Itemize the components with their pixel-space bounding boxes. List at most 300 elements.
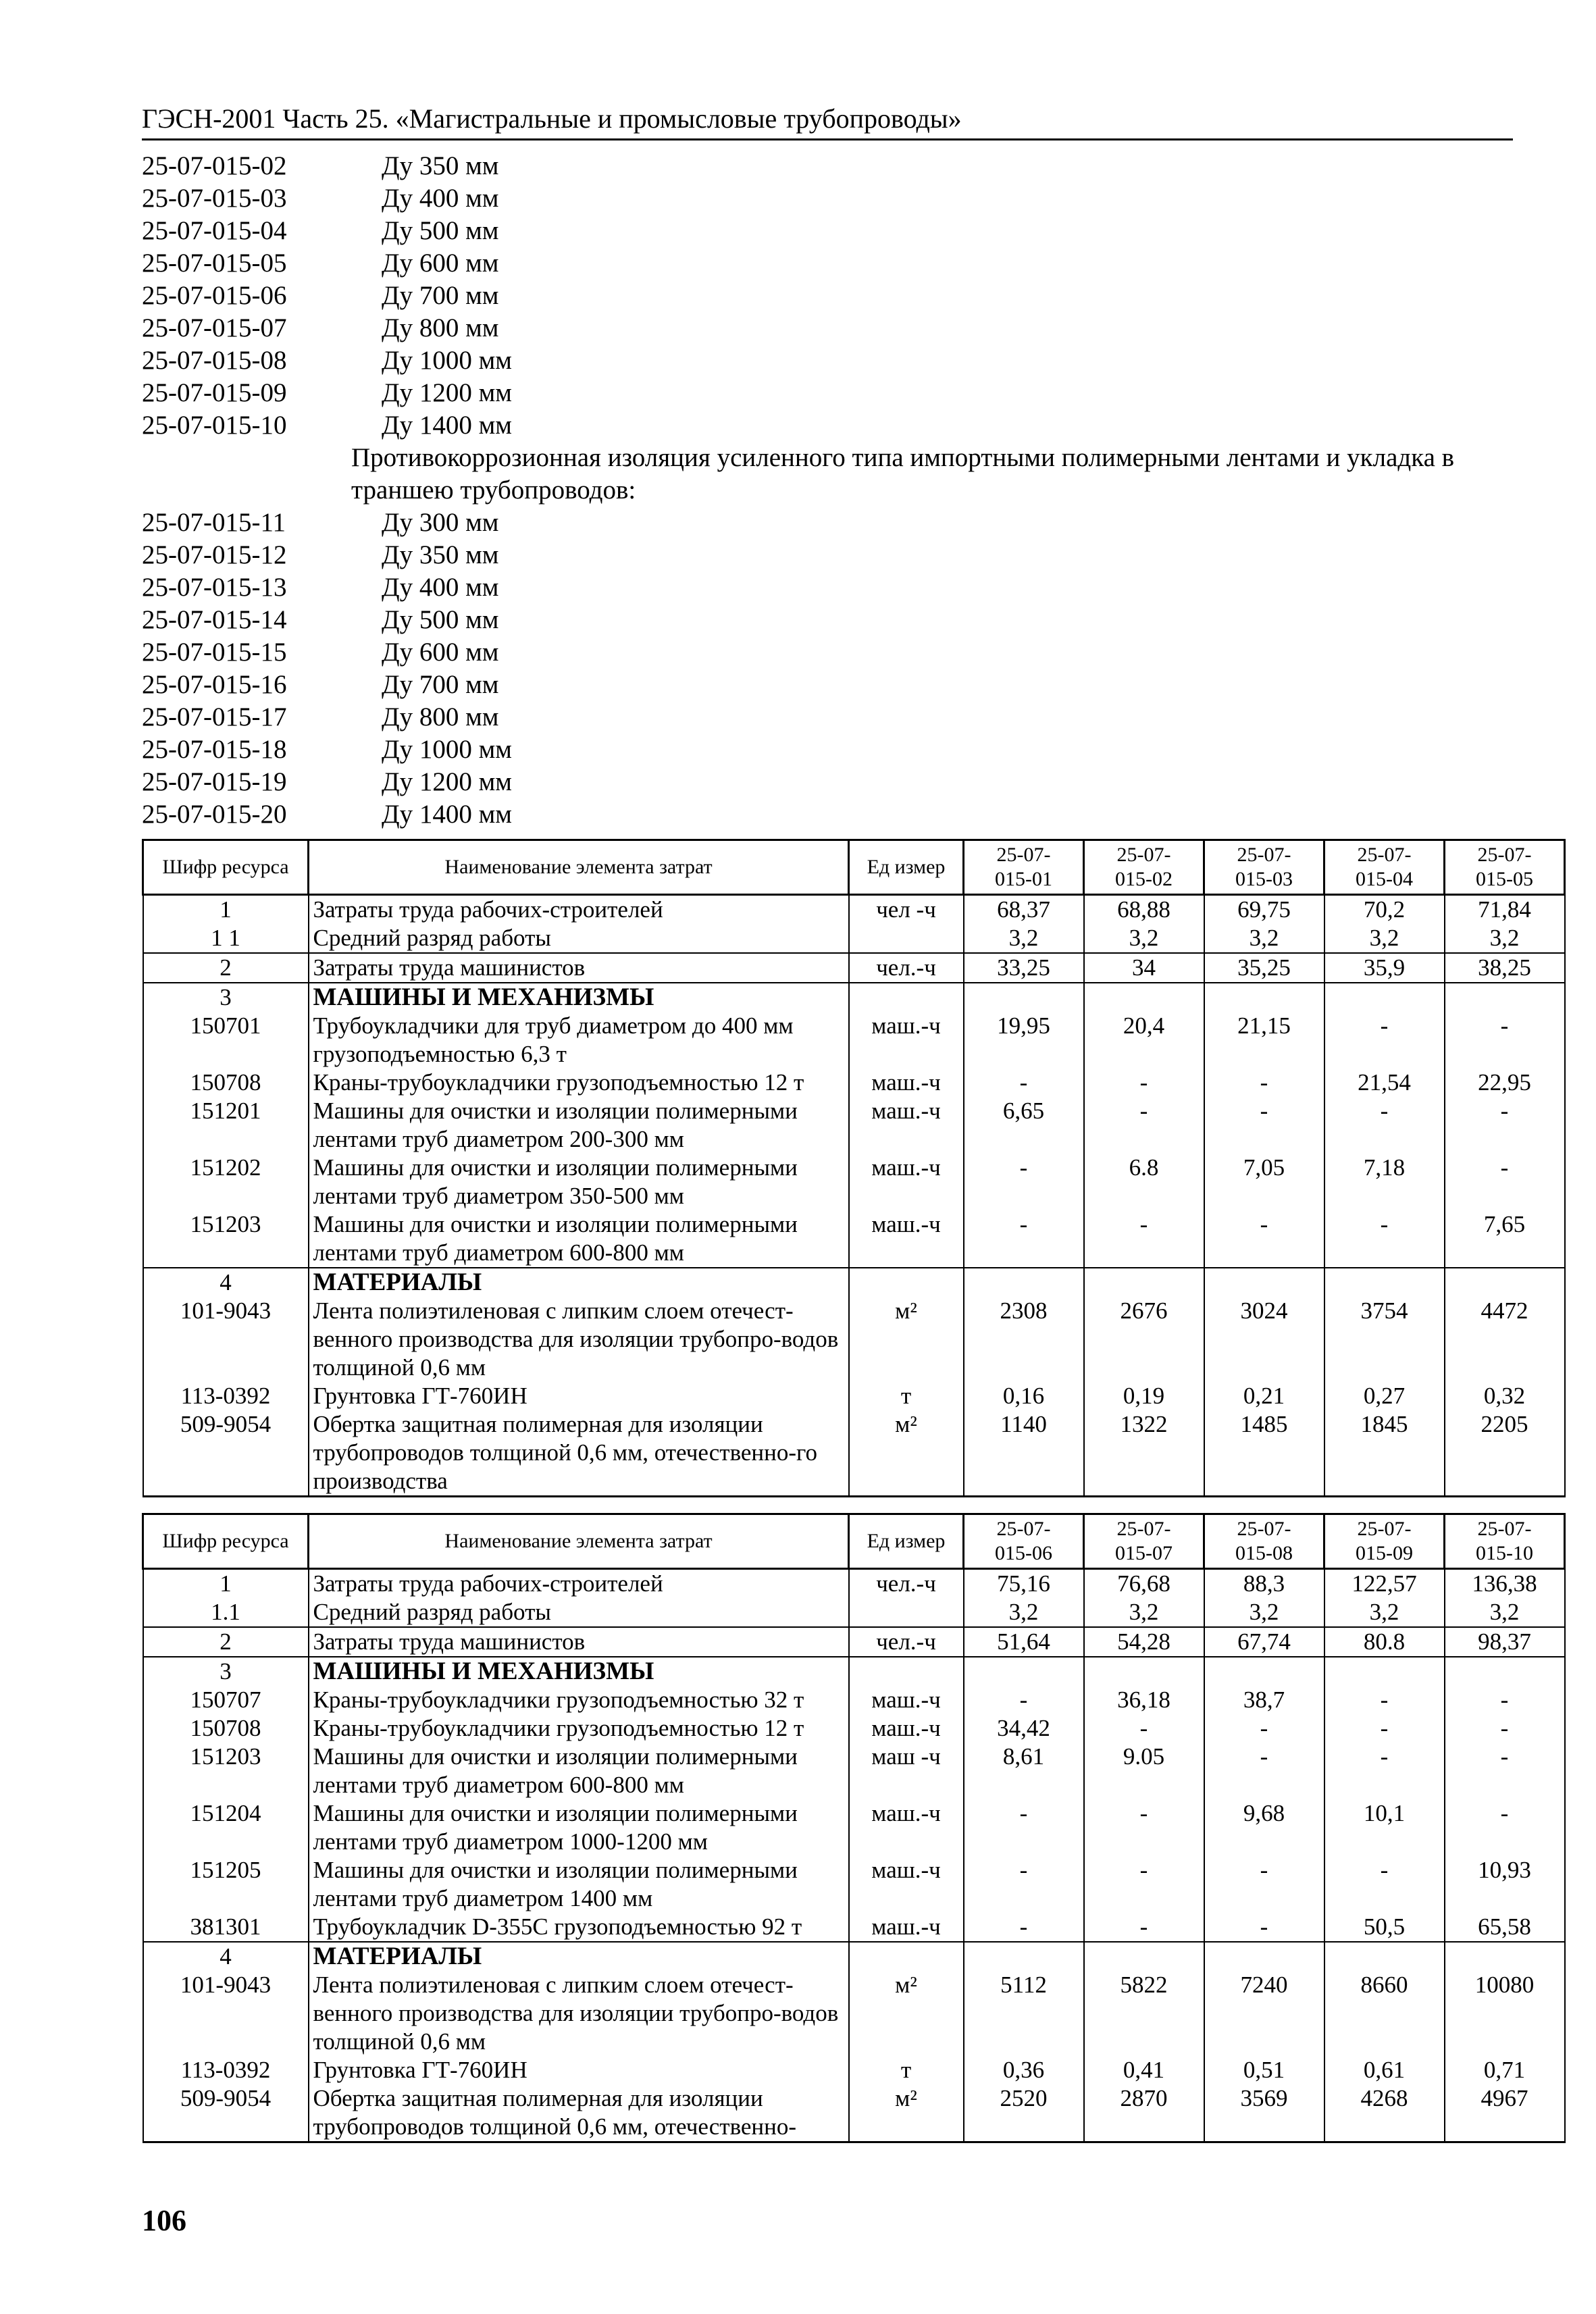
- table-row: [143, 2056, 1565, 2084]
- norm-value: -: [964, 1210, 1084, 1268]
- norm-value: -: [1324, 1714, 1445, 1743]
- code-row: [142, 215, 1560, 247]
- norm-value: -: [964, 1686, 1084, 1714]
- resource-code: 151201: [143, 1097, 309, 1154]
- norm-value: 10,1: [1324, 1799, 1445, 1856]
- table-row: [143, 2084, 1565, 2142]
- norm-code: 25-07-015-09: [142, 378, 287, 407]
- norm-value: 136,38: [1445, 1569, 1565, 1599]
- column-header-norm: 25-07- 015-07: [1084, 1514, 1204, 1569]
- norm-value: 7240: [1204, 1971, 1324, 2056]
- norm-value: -: [964, 1799, 1084, 1856]
- norm-value: 35,25: [1204, 953, 1324, 983]
- resource-code: 150707: [143, 1686, 309, 1714]
- norm-value: -: [1204, 1913, 1324, 1942]
- norm-value: 69,75: [1204, 895, 1324, 925]
- resource-code: 2: [143, 953, 309, 983]
- resource-code: 113-0392: [143, 1382, 309, 1410]
- norm-value: 19,95: [964, 1012, 1084, 1069]
- code-row: [142, 539, 1560, 571]
- norm-value: -: [1204, 1743, 1324, 1799]
- norm-value: 0,51: [1204, 2056, 1324, 2084]
- norm-value: -: [1324, 1856, 1445, 1913]
- norm-value: 0,61: [1324, 2056, 1445, 2084]
- table-row: [143, 1913, 1565, 1942]
- norm-value: -: [1084, 1799, 1204, 1856]
- norm-value: -: [1445, 1686, 1565, 1714]
- norm-value: 3024: [1204, 1297, 1324, 1382]
- norm-value: -: [1445, 1012, 1565, 1069]
- table-row: [143, 1971, 1565, 2056]
- code-row: [142, 766, 1560, 798]
- unit: м²: [849, 1971, 964, 2056]
- column-header-unit: Ед измер: [849, 840, 964, 895]
- cost-element-name: Лента полиэтиленовая с липким слоем отечест-венного производства для изоляции трубопро-водов толщиной 0,6 мм: [309, 1297, 849, 1382]
- cost-element-name: Затраты труда машинистов: [309, 1627, 849, 1657]
- norm-code: 25-07-015-07: [142, 313, 287, 342]
- norm-value: -: [1204, 1714, 1324, 1743]
- cost-element-name: Машины для очистки и изоляции полимерными лентами труб диаметром 600-800 мм: [309, 1743, 849, 1799]
- norm-value: 3569: [1204, 2084, 1324, 2142]
- norm-value: -: [964, 1154, 1084, 1210]
- norm-value: 50,5: [1324, 1913, 1445, 1942]
- norm-value: 6,65: [964, 1097, 1084, 1154]
- unit: маш.-ч: [849, 1913, 964, 1942]
- unit: маш.-ч: [849, 1012, 964, 1069]
- code-row: [142, 409, 1560, 442]
- code-row: [142, 377, 1560, 409]
- column-header-code: Шифр ресурса: [143, 1514, 309, 1569]
- column-header-unit: Ед измер: [849, 1514, 964, 1569]
- norm-value: 33,25: [964, 953, 1084, 983]
- resource-code: 3: [143, 983, 309, 1012]
- norm-value: 9.05: [1084, 1743, 1204, 1799]
- column-header-norm: 25-07- 015-03: [1204, 840, 1324, 895]
- resource-code: 151203: [143, 1210, 309, 1268]
- column-header-norm: 25-07- 015-01: [964, 840, 1084, 895]
- nominal-diameter: Ду 700 мм: [382, 281, 499, 310]
- norm-value: [964, 1657, 1084, 1686]
- cost-element-name: Обертка защитная полимерная для изоляции трубопроводов толщиной 0,6 мм, отечественно-: [309, 2084, 849, 2142]
- norm-value: [1445, 1657, 1565, 1686]
- norm-value: [1204, 983, 1324, 1012]
- norm-code: 25-07-015-14: [142, 605, 287, 634]
- norm-value: 51,64: [964, 1627, 1084, 1657]
- norm-value: 80.8: [1324, 1627, 1445, 1657]
- resource-code: 101-9043: [143, 1297, 309, 1382]
- resource-code: 151203: [143, 1743, 309, 1799]
- cost-element-name: МАТЕРИАЛЫ: [309, 1268, 849, 1297]
- page-header: ГЭСН-2001 Часть 25. «Магистральные и промысловые трубопроводы»: [142, 103, 1513, 140]
- norm-code: 25-07-015-20: [142, 800, 287, 829]
- column-header-norm: 25-07- 015-06: [964, 1514, 1084, 1569]
- cost-element-name: Машины для очистки и изоляции полимерными лентами труб диаметром 350-500 мм: [309, 1154, 849, 1210]
- column-header-name: Наименование элемента затрат: [309, 1514, 849, 1569]
- norm-value: [964, 1942, 1084, 1971]
- cost-element-name: Машины для очистки и изоляции полимерными лентами труб диаметром 200-300 мм: [309, 1097, 849, 1154]
- nominal-diameter: Ду 800 мм: [382, 313, 499, 342]
- nominal-diameter: Ду 800 мм: [382, 702, 499, 731]
- code-row: [142, 734, 1560, 766]
- nominal-diameter: Ду 600 мм: [382, 638, 499, 667]
- norm-value: [1084, 1942, 1204, 1971]
- norm-code: 25-07-015-11: [142, 508, 286, 537]
- cost-element-name: Лента полиэтиленовая с липким слоем отечест-венного производства для изоляции трубопро-водов толщиной 0,6 мм: [309, 1971, 849, 2056]
- table-row: [143, 953, 1565, 983]
- cost-element-name: Краны-трубоукладчики грузоподъемностью 32 т: [309, 1686, 849, 1714]
- norm-code: 25-07-015-13: [142, 573, 287, 602]
- resource-code: 150701: [143, 1012, 309, 1069]
- unit: [849, 1657, 964, 1686]
- table-row: [143, 1598, 1565, 1627]
- nominal-diameter: Ду 400 мм: [382, 573, 499, 602]
- norm-value: -: [1204, 1210, 1324, 1268]
- norm-value: 21,54: [1324, 1069, 1445, 1097]
- norm-value: 65,58: [1445, 1913, 1565, 1942]
- nominal-diameter: Ду 1200 мм: [382, 767, 512, 796]
- code-row: [142, 636, 1560, 669]
- norm-value: -: [1445, 1714, 1565, 1743]
- norm-value: 0,36: [964, 2056, 1084, 2084]
- code-row: [142, 571, 1560, 604]
- norm-value: 88,3: [1204, 1569, 1324, 1599]
- norm-value: -: [1445, 1743, 1565, 1799]
- norm-code: 25-07-015-15: [142, 638, 287, 667]
- unit: [849, 1942, 964, 1971]
- norm-value: 3,2: [1204, 1598, 1324, 1627]
- code-row: [142, 344, 1560, 377]
- nominal-diameter: Ду 400 мм: [382, 184, 499, 213]
- nominal-diameter: Ду 500 мм: [382, 605, 499, 634]
- cost-element-name: Машины для очистки и изоляции полимерными лентами труб диаметром 1000-1200 мм: [309, 1799, 849, 1856]
- unit: [849, 983, 964, 1012]
- unit: т: [849, 2056, 964, 2084]
- norm-value: [1084, 1657, 1204, 1686]
- unit: маш.-ч: [849, 1154, 964, 1210]
- table-row: [143, 1799, 1565, 1856]
- norm-code: 25-07-015-19: [142, 767, 287, 796]
- norm-value: 75,16: [964, 1569, 1084, 1599]
- unit: маш.-ч: [849, 1799, 964, 1856]
- norm-value: [1204, 1268, 1324, 1297]
- resource-code: 101-9043: [143, 1971, 309, 2056]
- norm-value: 67,74: [1204, 1627, 1324, 1657]
- norm-value: 122,57: [1324, 1569, 1445, 1599]
- table-row: [143, 1410, 1565, 1497]
- nominal-diameter: Ду 500 мм: [382, 216, 499, 245]
- norm-value: 3,2: [1084, 924, 1204, 953]
- norm-value: [1324, 1268, 1445, 1297]
- cost-element-name: Машины для очистки и изоляции полимерными лентами труб диаметром 1400 мм: [309, 1856, 849, 1913]
- norm-value: 76,68: [1084, 1569, 1204, 1599]
- column-header-norm: 25-07- 015-02: [1084, 840, 1204, 895]
- table-row: [143, 924, 1565, 953]
- norm-value: 38,7: [1204, 1686, 1324, 1714]
- unit: маш.-ч: [849, 1069, 964, 1097]
- norm-value: 9,68: [1204, 1799, 1324, 1856]
- norm-value: -: [1324, 1210, 1445, 1268]
- cost-element-name: Краны-трубоукладчики грузоподъемностью 12 т: [309, 1069, 849, 1097]
- norm-value: -: [964, 1069, 1084, 1097]
- norm-value: 3,2: [964, 1598, 1084, 1627]
- resource-code: 150708: [143, 1069, 309, 1097]
- nominal-diameter: Ду 600 мм: [382, 249, 499, 278]
- norm-value: 20,4: [1084, 1012, 1204, 1069]
- cost-element-name: Средний разряд работы: [309, 924, 849, 953]
- norm-value: [1084, 983, 1204, 1012]
- norm-value: -: [1084, 1856, 1204, 1913]
- norm-code: 25-07-015-05: [142, 249, 287, 278]
- norm-value: 4268: [1324, 2084, 1445, 2142]
- cost-element-name: Машины для очистки и изоляции полимерными лентами труб диаметром 600-800 мм: [309, 1210, 849, 1268]
- nominal-diameter: Ду 300 мм: [382, 508, 499, 537]
- cost-element-name: Трубоукладчик D-355C грузоподъемностью 92 т: [309, 1913, 849, 1942]
- unit: маш.-ч: [849, 1856, 964, 1913]
- code-row: [142, 312, 1560, 344]
- nominal-diameter: Ду 350 мм: [382, 151, 499, 180]
- resource-code: 113-0392: [143, 2056, 309, 2084]
- norm-value: [964, 1268, 1084, 1297]
- table-row: [143, 1569, 1565, 1599]
- norm-value: -: [1445, 1799, 1565, 1856]
- norm-value: 68,88: [1084, 895, 1204, 925]
- column-header-code: Шифр ресурса: [143, 840, 309, 895]
- norm-value: -: [1324, 1012, 1445, 1069]
- norm-value: 2520: [964, 2084, 1084, 2142]
- norm-value: 34: [1084, 953, 1204, 983]
- nominal-diameter: Ду 1000 мм: [382, 346, 512, 375]
- norm-value: 10080: [1445, 1971, 1565, 2056]
- table-row: [143, 1210, 1565, 1268]
- norm-value: 2870: [1084, 2084, 1204, 2142]
- norm-value: 7,65: [1445, 1210, 1565, 1268]
- cost-element-name: МАШИНЫ И МЕХАНИЗМЫ: [309, 1657, 849, 1686]
- norm-code: 25-07-015-16: [142, 670, 287, 699]
- norm-value: 1140: [964, 1410, 1084, 1497]
- norm-value: 7,05: [1204, 1154, 1324, 1210]
- cost-element-name: МАШИНЫ И МЕХАНИЗМЫ: [309, 983, 849, 1012]
- norm-value: [964, 983, 1084, 1012]
- norm-value: 3,2: [1445, 1598, 1565, 1627]
- norm-code: 25-07-015-02: [142, 151, 287, 180]
- norm-value: 5112: [964, 1971, 1084, 2056]
- norm-code: 25-07-015-18: [142, 735, 287, 764]
- norm-value: 68,37: [964, 895, 1084, 925]
- norm-value: 3,2: [1084, 1598, 1204, 1627]
- table-row: [143, 1382, 1565, 1410]
- table-header-row: [143, 840, 1565, 895]
- code-row: [142, 507, 1560, 539]
- resource-code: 1: [143, 895, 309, 925]
- norm-value: 3,2: [1204, 924, 1324, 953]
- norm-value: -: [1204, 1856, 1324, 1913]
- norm-value: 2308: [964, 1297, 1084, 1382]
- norm-value: -: [1204, 1069, 1324, 1097]
- norm-value: 6.8: [1084, 1154, 1204, 1210]
- norm-value: 71,84: [1445, 895, 1565, 925]
- unit: маш.-ч: [849, 1097, 964, 1154]
- norm-code: 25-07-015-03: [142, 184, 287, 213]
- table-row: [143, 1154, 1565, 1210]
- norm-value: -: [1324, 1743, 1445, 1799]
- norm-value: 21,15: [1204, 1012, 1324, 1069]
- norm-value: 2205: [1445, 1410, 1565, 1497]
- norm-value: 4472: [1445, 1297, 1565, 1382]
- norm-value: 0,71: [1445, 2056, 1565, 2084]
- unit: м²: [849, 2084, 964, 2142]
- cost-element-name: Трубоукладчики для труб диаметром до 400 мм грузоподъемностью 6,3 т: [309, 1012, 849, 1069]
- section-row: [143, 1268, 1565, 1297]
- norm-value: 98,37: [1445, 1627, 1565, 1657]
- unit: чел.-ч: [849, 1569, 964, 1599]
- table-header-row: [143, 1514, 1565, 1569]
- column-header-norm: 25-07- 015-09: [1324, 1514, 1445, 1569]
- norm-value: [1445, 1268, 1565, 1297]
- resource-code: 1 1: [143, 924, 309, 953]
- unit: [849, 924, 964, 953]
- resource-code: 150708: [143, 1714, 309, 1743]
- norm-value: [1324, 1942, 1445, 1971]
- code-list: [142, 150, 1560, 831]
- resource-table-2: [142, 1513, 1566, 2143]
- column-header-norm: 25-07- 015-04: [1324, 840, 1445, 895]
- cost-element-name: Затраты труда машинистов: [309, 953, 849, 983]
- norm-value: [1445, 1942, 1565, 1971]
- nominal-diameter: Ду 1000 мм: [382, 735, 512, 764]
- cost-element-name: Средний разряд работы: [309, 1598, 849, 1627]
- unit: чел -ч: [849, 895, 964, 925]
- norm-value: -: [1324, 1097, 1445, 1154]
- table-row: [143, 1714, 1565, 1743]
- column-header-norm: 25-07- 015-05: [1445, 840, 1565, 895]
- norm-value: -: [1084, 1097, 1204, 1154]
- norm-value: -: [1445, 1097, 1565, 1154]
- unit: маш.-ч: [849, 1210, 964, 1268]
- norm-value: [1324, 983, 1445, 1012]
- nominal-diameter: Ду 1400 мм: [382, 800, 512, 829]
- norm-value: 10,93: [1445, 1856, 1565, 1913]
- norm-value: 0,32: [1445, 1382, 1565, 1410]
- table-row: [143, 1627, 1565, 1657]
- unit: маш.-ч: [849, 1714, 964, 1743]
- norm-code: 25-07-015-06: [142, 281, 287, 310]
- table-row: [143, 1743, 1565, 1799]
- resource-code: 3: [143, 1657, 309, 1686]
- resource-code: 4: [143, 1268, 309, 1297]
- resource-code: 1.1: [143, 1598, 309, 1627]
- unit: [849, 1598, 964, 1627]
- table-row: [143, 1686, 1565, 1714]
- unit: маш.-ч: [849, 1686, 964, 1714]
- norm-value: -: [1084, 1714, 1204, 1743]
- resource-code: 509-9054: [143, 1410, 309, 1497]
- section-row: [143, 1942, 1565, 1971]
- code-row: [142, 669, 1560, 701]
- resource-table-1: [142, 839, 1566, 1497]
- resource-code: 151205: [143, 1856, 309, 1913]
- norm-value: [1084, 1268, 1204, 1297]
- table-row: [143, 1297, 1565, 1382]
- code-list-b: [142, 507, 1560, 831]
- norm-value: -: [964, 1856, 1084, 1913]
- section-row: [143, 1657, 1565, 1686]
- code-row: [142, 604, 1560, 636]
- norm-value: 5822: [1084, 1971, 1204, 2056]
- section-description: Противокоррозионная изоляция усиленного типа импортными полимерными лентами и укладка в траншею трубопроводов:: [351, 443, 1455, 505]
- cost-element-name: Затраты труда рабочих-строителей: [309, 895, 849, 925]
- page-number: 106: [142, 2204, 186, 2237]
- norm-code: 25-07-015-04: [142, 216, 287, 245]
- column-header-norm: 25-07- 015-08: [1204, 1514, 1324, 1569]
- cost-element-name: Затраты труда рабочих-строителей: [309, 1569, 849, 1599]
- norm-code: 25-07-015-10: [142, 411, 287, 440]
- column-header-norm: 25-07- 015-10: [1445, 1514, 1565, 1569]
- norm-value: -: [1445, 1154, 1565, 1210]
- column-header-name: Наименование элемента затрат: [309, 840, 849, 895]
- resource-code: 4: [143, 1942, 309, 1971]
- code-row: [142, 150, 1560, 182]
- code-row: [142, 701, 1560, 734]
- cost-element-name: Обертка защитная полимерная для изоляции трубопроводов толщиной 0,6 мм, отечественно-го производства: [309, 1410, 849, 1497]
- norm-value: 0,19: [1084, 1382, 1204, 1410]
- norm-value: -: [1084, 1913, 1204, 1942]
- unit: т: [849, 1382, 964, 1410]
- code-row: [142, 798, 1560, 831]
- code-list-a: [142, 150, 1560, 442]
- table-row: [143, 1097, 1565, 1154]
- resource-code: 381301: [143, 1913, 309, 1942]
- norm-value: 3754: [1324, 1297, 1445, 1382]
- norm-value: -: [1204, 1097, 1324, 1154]
- unit: [849, 1268, 964, 1297]
- norm-value: 54,28: [1084, 1627, 1204, 1657]
- norm-value: 0,41: [1084, 2056, 1204, 2084]
- norm-code: 25-07-015-12: [142, 540, 287, 569]
- section-row: [143, 983, 1565, 1012]
- norm-value: 0,16: [964, 1382, 1084, 1410]
- norm-code: 25-07-015-08: [142, 346, 287, 375]
- norm-value: 3,2: [1324, 1598, 1445, 1627]
- norm-value: 3,2: [1445, 924, 1565, 953]
- cost-element-name: Грунтовка ГТ-760ИН: [309, 2056, 849, 2084]
- table-row: [143, 895, 1565, 925]
- code-row: [142, 280, 1560, 312]
- norm-value: -: [1324, 1686, 1445, 1714]
- code-row: [142, 182, 1560, 215]
- table-row: [143, 1012, 1565, 1069]
- norm-value: 70,2: [1324, 895, 1445, 925]
- norm-value: 3,2: [964, 924, 1084, 953]
- norm-value: [1204, 1657, 1324, 1686]
- norm-value: 0,27: [1324, 1382, 1445, 1410]
- norm-value: 1845: [1324, 1410, 1445, 1497]
- unit: чел.-ч: [849, 1627, 964, 1657]
- norm-value: 0,21: [1204, 1382, 1324, 1410]
- norm-value: -: [1084, 1069, 1204, 1097]
- resource-code: 151202: [143, 1154, 309, 1210]
- norm-value: 7,18: [1324, 1154, 1445, 1210]
- norm-value: -: [1084, 1210, 1204, 1268]
- norm-value: [1324, 1657, 1445, 1686]
- table-row: [143, 1069, 1565, 1097]
- unit: м²: [849, 1297, 964, 1382]
- nominal-diameter: Ду 1200 мм: [382, 378, 512, 407]
- resource-code: 2: [143, 1627, 309, 1657]
- norm-value: 38,25: [1445, 953, 1565, 983]
- code-row: [142, 247, 1560, 280]
- nominal-diameter: Ду 1400 мм: [382, 411, 512, 440]
- norm-value: 1485: [1204, 1410, 1324, 1497]
